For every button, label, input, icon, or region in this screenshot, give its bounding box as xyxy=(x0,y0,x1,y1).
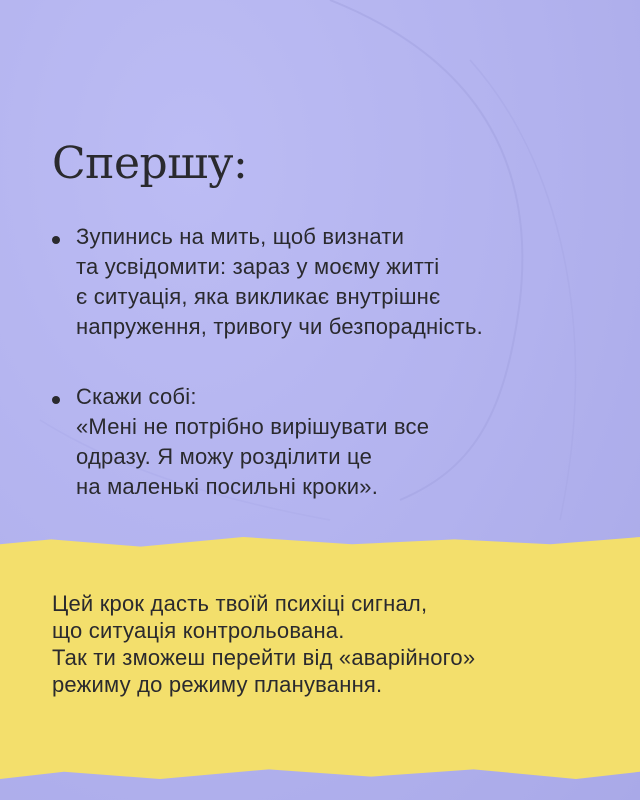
note-line: що ситуація контрольована. xyxy=(52,618,345,643)
bullet-line: та усвідомити: зараз у моєму житті xyxy=(76,254,440,279)
note-line: режиму до режиму планування. xyxy=(52,672,383,697)
bullet-line: Скажи собі: xyxy=(76,384,197,409)
bullet-icon xyxy=(52,236,60,244)
bullet-line: Зупинись на мить, щоб визнати xyxy=(76,224,405,249)
bullet-line: одразу. Я можу розділити це xyxy=(76,444,373,469)
bullet-icon xyxy=(52,396,60,404)
bullet-line: напруження, тривогу чи безпорадність. xyxy=(76,314,483,339)
note-line: Цей крок дасть твоїй психіці сигнал, xyxy=(52,591,428,616)
note-line: Так ти зможеш перейти від «аварійного» xyxy=(52,645,476,670)
bullet-list xyxy=(46,222,606,542)
bullet-line: є ситуація, яка викликає внутрішнє xyxy=(76,284,441,309)
bullet-line: на маленькі посильні кроки». xyxy=(76,474,379,499)
bullet-item xyxy=(46,222,606,342)
bullet-line: «Мені не потрібно вирішувати все xyxy=(76,414,430,439)
page-title: Спершу: xyxy=(52,138,248,189)
note-text xyxy=(52,590,475,698)
bullet-item xyxy=(46,382,606,502)
